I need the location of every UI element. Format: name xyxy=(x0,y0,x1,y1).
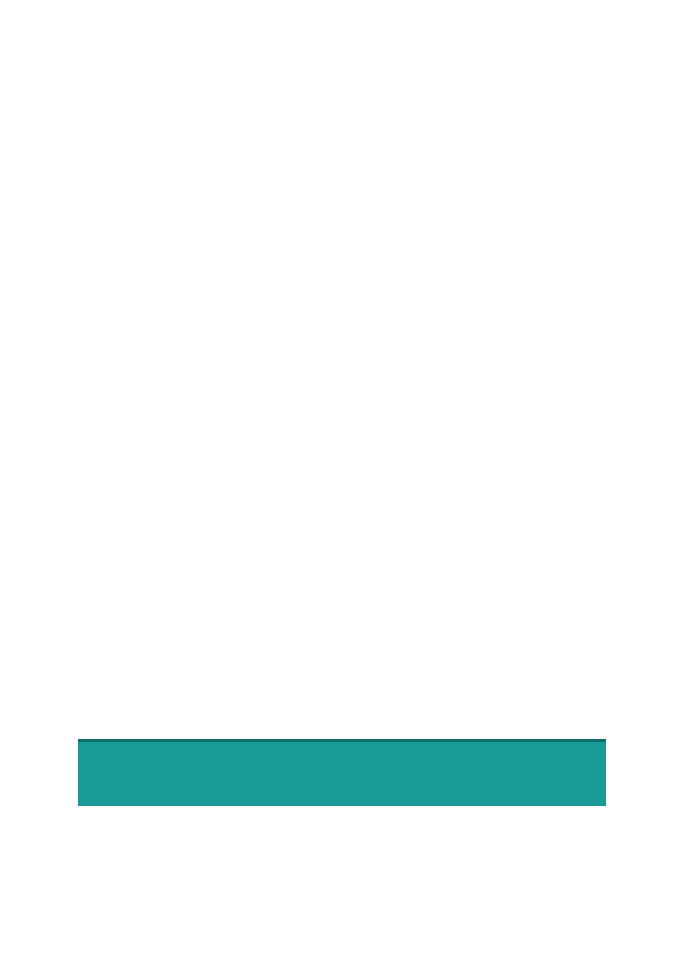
perspectives-section xyxy=(84,817,602,826)
section-banner xyxy=(78,739,606,806)
